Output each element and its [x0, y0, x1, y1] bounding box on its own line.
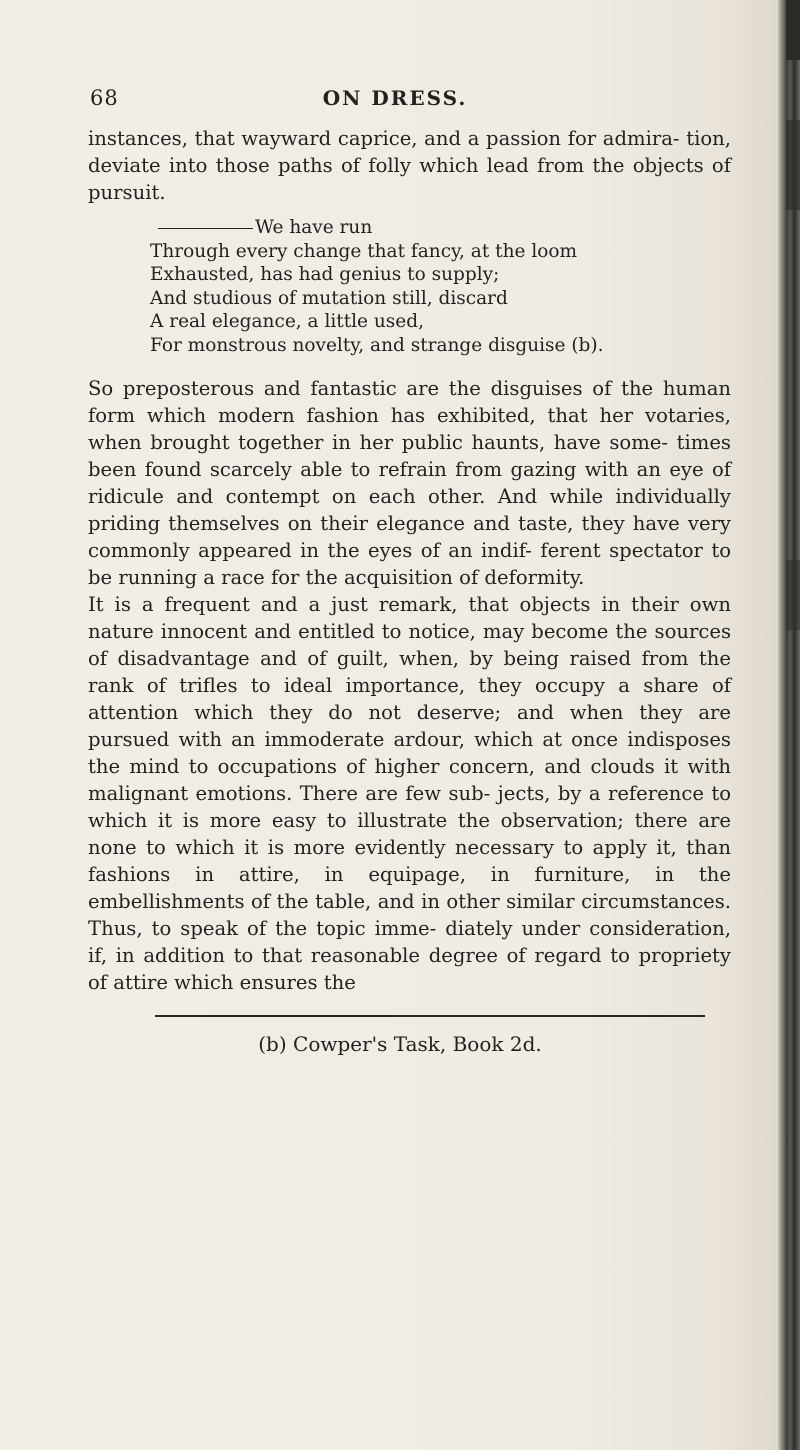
footnote: (b) Cowper's Task, Book 2d. [258, 1032, 542, 1056]
paragraph-1: instances, that wayward caprice, and a passion for admira- tion, deviate into those paths of folly which lead from the objects of pursuit. [88, 127, 731, 204]
paragraph-2: So preposterous and fantastic are the disguises of the human form which modern fashion has exhibited, that her votaries, when brought together in her public haunts, have some- times been found scarcely able to refrain from gazing with an eye of ridicule and contempt on each other. And while individually priding themselves on their elegance and taste, they have very commonly appeared in the eyes of an indif- ferent spectator to be running a race for the acquisition of deformity. [88, 377, 731, 589]
page-number: 68 [90, 86, 119, 110]
page-edge-shadow [778, 0, 800, 1450]
verse-line: For monstrous novelty, and strange disguise (b). [150, 334, 604, 356]
binding-edge-band [786, 560, 800, 630]
running-title: ON DRESS. [322, 86, 468, 110]
page-header [90, 86, 730, 116]
verse-quotation [150, 216, 731, 357]
verse-line: Through every change that fancy, at the loom [150, 240, 578, 262]
verse-line: A real elegance, a little used, [150, 311, 424, 332]
verse-line-text: We have run [255, 217, 373, 238]
verse-line: And studious of mutation still, discard [150, 287, 508, 309]
verse-line: Exhausted, has had genius to supply; [150, 264, 500, 285]
body-text [88, 125, 731, 996]
verse-line [150, 216, 731, 240]
verse-dash [158, 228, 253, 229]
binding-edge-band [786, 120, 800, 210]
footnote-rule [155, 1015, 705, 1017]
binding-edge-band [786, 0, 800, 60]
paragraph-3: It is a frequent and a just remark, that objects in their own nature innocent and entitled to notice, may become the sources of disadvantage and of guilt, when, by being raised from the rank of trifles to ideal importance, they occupy a share of attention which they do not deserve; and when they are pursued with an immoderate ardour, which at once indisposes the mind to occupations of higher concern, and clouds it with malignant emotions. There are few sub- jects, by a reference to which it is more easy to illustrate the observation; there are none to which it is more evidently necessary to apply it, than fashions in attire, in equipage, in furniture, in the embellishments of the table, and in other similar circumstances. Thus, to speak of the topic imme- diately under consideration, if, in addition to that reasonable degree of regard to propriety of attire which ensures the [88, 593, 731, 994]
